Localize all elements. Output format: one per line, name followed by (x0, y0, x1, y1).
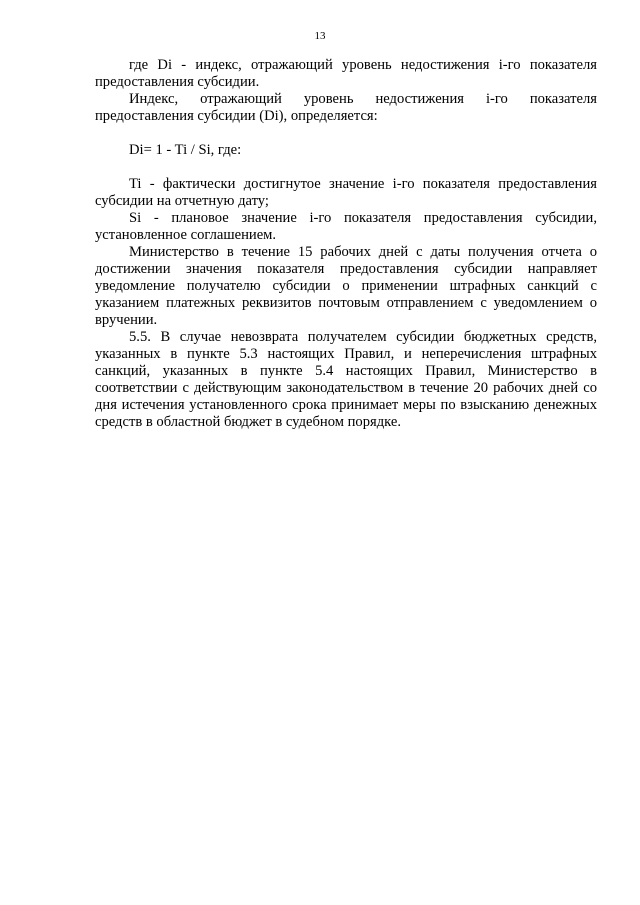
paragraph-ti-definition: Ti - фактически достигнутое значение i-го показателя предоставления субсидии на отчетную дату; (95, 176, 597, 209)
document-body (95, 57, 597, 431)
paragraph-di-definition: где Di - индекс, отражающий уровень недостижения i-го показателя предоставления субсидии. (95, 57, 597, 90)
formula-di: Di= 1 - Ti / Si, где: (129, 142, 242, 158)
paragraph-si-definition: Si - плановое значение i-го показателя предоставления субсидии, установленное соглашением. (95, 210, 597, 243)
paragraph-5-5: 5.5. В случае невозврата получателем субсидии бюджетных средств, указанных в пункте 5.3 настоящих Правил, и неперечисления штрафных санкций, указанных в пункте 5.4 настоящих Правил, Министерство в соответствии с действующим законодательством в течение 20 рабочих дней со дня истечения установленного срока принимает меры по взысканию денежных средств в областной бюджет в судебном порядке. (95, 329, 597, 430)
page-number: 13 (314, 30, 326, 42)
paragraph-ministry-notice: Министерство в течение 15 рабочих дней с даты получения отчета о достижении значения показателя предоставления субсидии направляет уведомление получателю субсидии о применении штрафных санкций с указанием платежных реквизитов почтовым отправлением с уведомлением о вручении. (95, 244, 597, 328)
paragraph-index-intro: Индекс, отражающий уровень недостижения i-го показателя предоставления субсидии (Di), определяется: (95, 91, 597, 124)
